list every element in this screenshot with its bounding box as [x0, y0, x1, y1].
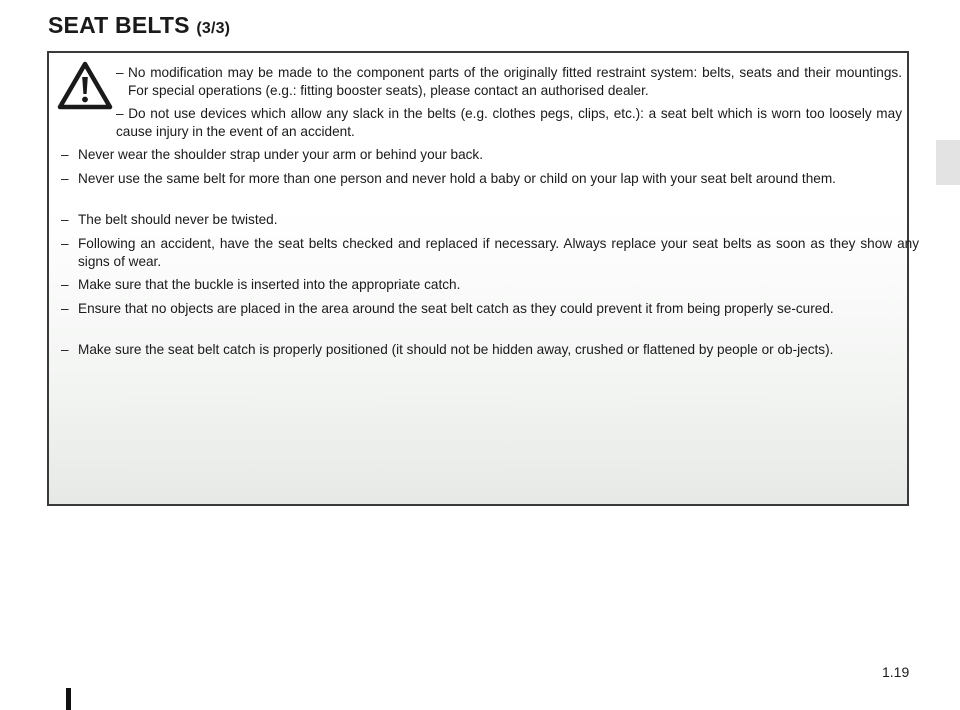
warning-list-item-1 — [61, 146, 919, 164]
warning-list-item-5 — [61, 276, 919, 294]
dash-marker: – — [61, 277, 69, 292]
warning-list-text-6: Ensure that no objects are placed in the area around the seat belt catch as they could prevent it from being properly se-cured. — [78, 301, 834, 316]
warning-intro-text-2-body: Do not use devices which allow any slack in the belts (e.g. clothes pegs, clips, etc.): a seat belt which is worn too loosely may cause injury in the event of an accident. — [116, 106, 902, 139]
warning-intro-item-1 — [116, 64, 902, 100]
page-title — [48, 12, 230, 39]
page-title-text: SEAT BELTS — [48, 12, 190, 38]
dash-marker: – — [116, 65, 124, 80]
warning-list-text-1: Never wear the shoulder strap under your arm or behind your back. — [78, 147, 483, 162]
page-number: 1.19 — [882, 664, 910, 680]
warning-intro-text-2 — [116, 105, 902, 141]
dash-marker: – — [61, 342, 69, 357]
dash-marker: – — [116, 106, 124, 121]
dash-marker: – — [61, 171, 69, 186]
warning-list-text-4: Following an accident, have the seat belts checked and replaced if necessary. Always replace your seat belts as soon as they show any signs of wear. — [78, 236, 919, 269]
warning-list-item-7 — [61, 341, 919, 359]
warning-list-item-2 — [61, 170, 919, 188]
dash-marker: – — [61, 212, 69, 227]
warning-list-item-3 — [61, 211, 919, 229]
crop-mark — [66, 688, 71, 710]
warning-list-text-5: Make sure that the buckle is inserted into the appropriate catch. — [78, 277, 461, 292]
warning-list-item-6 — [61, 300, 919, 318]
warning-intro-text-1: No modification may be made to the component parts of the originally fitted restraint system: belts, seats and their mountings. For special operations (e.g.: fitting booster seats), please contact an authorised dealer. — [128, 65, 902, 98]
warning-intro-item-2 — [116, 105, 902, 141]
warning-triangle-icon — [57, 61, 113, 111]
warning-list-text-3: The belt should never be twisted. — [78, 212, 278, 227]
warning-list-text-7: Make sure the seat belt catch is properly positioned (it should not be hidden away, crushed or flattened by people or ob-jects). — [78, 342, 834, 357]
dash-marker: – — [61, 236, 69, 251]
warning-box — [47, 51, 919, 506]
warning-list-text-2: Never use the same belt for more than one person and never hold a baby or child on your lap with your seat belt around them. — [78, 171, 836, 186]
dash-marker: – — [61, 147, 69, 162]
section-tab — [936, 140, 960, 185]
dash-marker: – — [61, 301, 69, 316]
warning-list-item-4 — [61, 235, 919, 271]
page-title-suffix: (3/3) — [196, 20, 231, 37]
